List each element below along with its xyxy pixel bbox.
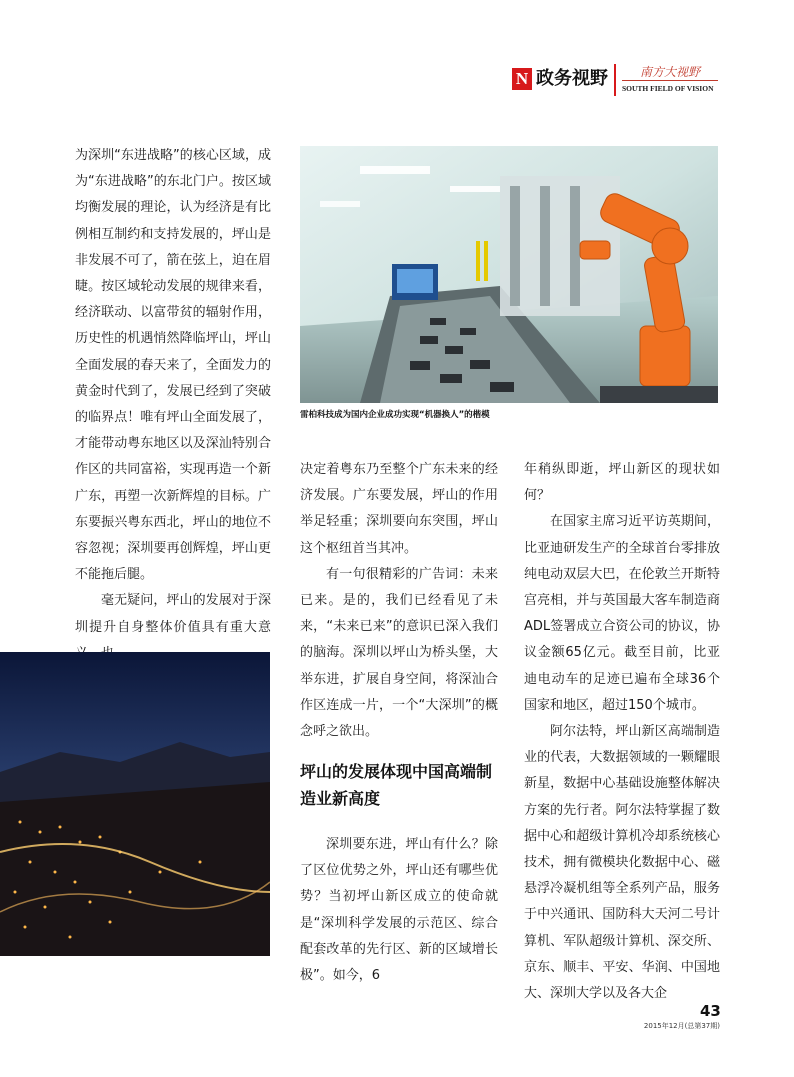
figure-caption: 雷柏科技成为国内企业成功实现“机器换人”的楷模 [300, 410, 490, 420]
paragraph: 为深圳“东进战略”的核心区域，成为“东进战略”的东北门户。按区域均衡发展的理论，认为经济是有比例相互制约和支持发展的，坪山是非发展不可了，箭在弦上，迫在眉睫。按区域轮动发展的规律来看，经济联动、以富带贫的辐射作用，历史性的机遇悄然降临坪山，坪山全面发展的春天来了，全面发力的黄金时代到了，发展已经到了突破的临界点！唯有坪山全面发展了，才能带动粤东地区以及深汕特别合作区的共同富裕，实现再造一个新广东，再塑一次新辉煌的目标。广东要振兴粤东西北，坪山的地位不容忽视；深圳要再创辉煌，坪山更不能拖后腿。 [75, 148, 271, 583]
publication-name-en: SOUTH FIELD OF VISION [622, 84, 714, 93]
paragraph: 深圳要东进，坪山有什么？除了区位优势之外，坪山还有哪些优势？当初坪山新区成立的使命就是“深圳科学发展的示范区、综合配套改革的先行区、新的区域增长极”。如今，6 [300, 837, 498, 984]
magazine-header [512, 62, 718, 98]
n-logo-icon: N [512, 68, 532, 90]
article-column-2-continued [300, 832, 498, 989]
section-title: 政务视野 [536, 68, 608, 89]
night-city-photo [0, 652, 270, 956]
issue-info: 2015年12月(总第37期) [643, 1022, 720, 1030]
factory-robot-photo [300, 146, 718, 403]
paragraph: 在国家主席习近平访英期间，比亚迪研发生产的全球首台零排放纯电动双层大巴，在伦敦兰开斯特宫亮相，并与英国最大客车制造商ADL签署成立合资公司的协议，协议金额65亿元。截至目前，比亚迪电动车的足迹已遍布全球36个国家和地区，超过150个城市。 [524, 514, 720, 713]
article-column-2 [300, 457, 498, 745]
paragraph: 年稍纵即逝，坪山新区的现状如何？ [524, 462, 720, 504]
publication-name-cn: 南方大视野 [622, 64, 718, 81]
section-subheading: 坪山的发展体现中国高端制造业新高度 [300, 762, 493, 808]
publication-logo [618, 62, 718, 98]
article-column-3 [524, 457, 720, 1007]
header-divider [614, 64, 616, 96]
paragraph: 阿尔法特，坪山新区高端制造业的代表，大数据领域的一颗耀眼新星，数据中心基础设施整体解决方案的先行者。阿尔法特掌握了数据中心和超级计算机冷却系统核心技术，拥有微模块化数据中心、磁悬浮冷凝机组等全系列产品，服务于中兴通讯、国防科大天河二号计算机、军队超级计算机、深交所、京东、顺丰、平安、华润、中国地大、深圳大学以及各大企 [524, 724, 720, 1002]
page-number: 43 [700, 1002, 721, 1020]
paragraph: 决定着粤东乃至整个广东未来的经济发展。广东要发展，坪山的作用举足轻重；深圳要向东突围，坪山这个枢纽首当其冲。 [300, 462, 498, 556]
paragraph: 有一句很精彩的广告词：未来已来。是的，我们已经看见了未来，“未来已来”的意识已深入我们的脑海。深圳以坪山为桥头堡，大举东进，扩展自身空间，将深汕合作区连成一片，一个“大深圳”的概念呼之欲出。 [300, 566, 498, 740]
article-column-1 [75, 143, 271, 667]
paragraph: 毫无疑问，坪山的发展对于深圳提升自身整体价值具有重大意 [75, 593, 271, 635]
